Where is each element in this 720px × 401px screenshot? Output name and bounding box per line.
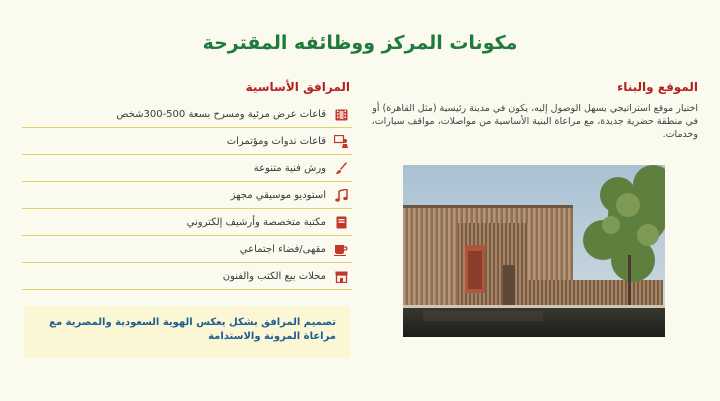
list-item-label: ورش فنية متنوعة — [253, 163, 326, 174]
page-title: مكونات المركز ووظائفه المقترحة — [202, 32, 518, 54]
book-icon — [334, 216, 348, 230]
list-item — [22, 102, 352, 128]
presentation-icon — [334, 135, 348, 149]
building-photo — [403, 165, 665, 337]
list-item — [22, 156, 352, 182]
facilities-list — [22, 102, 352, 291]
coffee-cup-icon — [334, 243, 348, 257]
design-note: تصميم المرافق بشكل يعكس الهوية السعودية والمصرية مع مراعاة المرونة والاستدامة — [24, 306, 350, 358]
list-item — [22, 210, 352, 236]
location-heading: الموقع والبناء — [617, 80, 698, 94]
list-item-label: محلات بيع الكتب والفنون — [222, 271, 326, 282]
list-item — [22, 237, 352, 263]
brush-icon — [334, 162, 348, 176]
music-note-icon — [334, 189, 348, 203]
list-item-label: قاعات ندوات ومؤتمرات — [226, 136, 326, 147]
location-description: اختيار موقع استراتيجي يسهل الوصول إليه، يكون في مدينة رئيسية (مثل القاهرة) أو في منطقة حضرية جديدة، مع مراعاة البنية الأساسية من مواصلات، مواقف سيارات، وخدمات. — [371, 103, 698, 140]
store-icon — [334, 270, 348, 284]
list-item — [22, 129, 352, 155]
list-item-label: مقهى/فضاء اجتماعي — [239, 244, 326, 255]
list-item — [22, 264, 352, 290]
list-item-label: مكتبة متخصصة وأرشيف إلكتروني — [186, 217, 326, 228]
list-item-label: استوديو موسيقي مجهز — [230, 190, 326, 201]
list-item — [22, 183, 352, 209]
film-icon — [334, 108, 348, 122]
facilities-heading: المرافق الأساسية — [245, 80, 350, 94]
list-item-label: قاعات عرض مرئية ومسرح بسعة 500-300شخص — [116, 109, 326, 120]
